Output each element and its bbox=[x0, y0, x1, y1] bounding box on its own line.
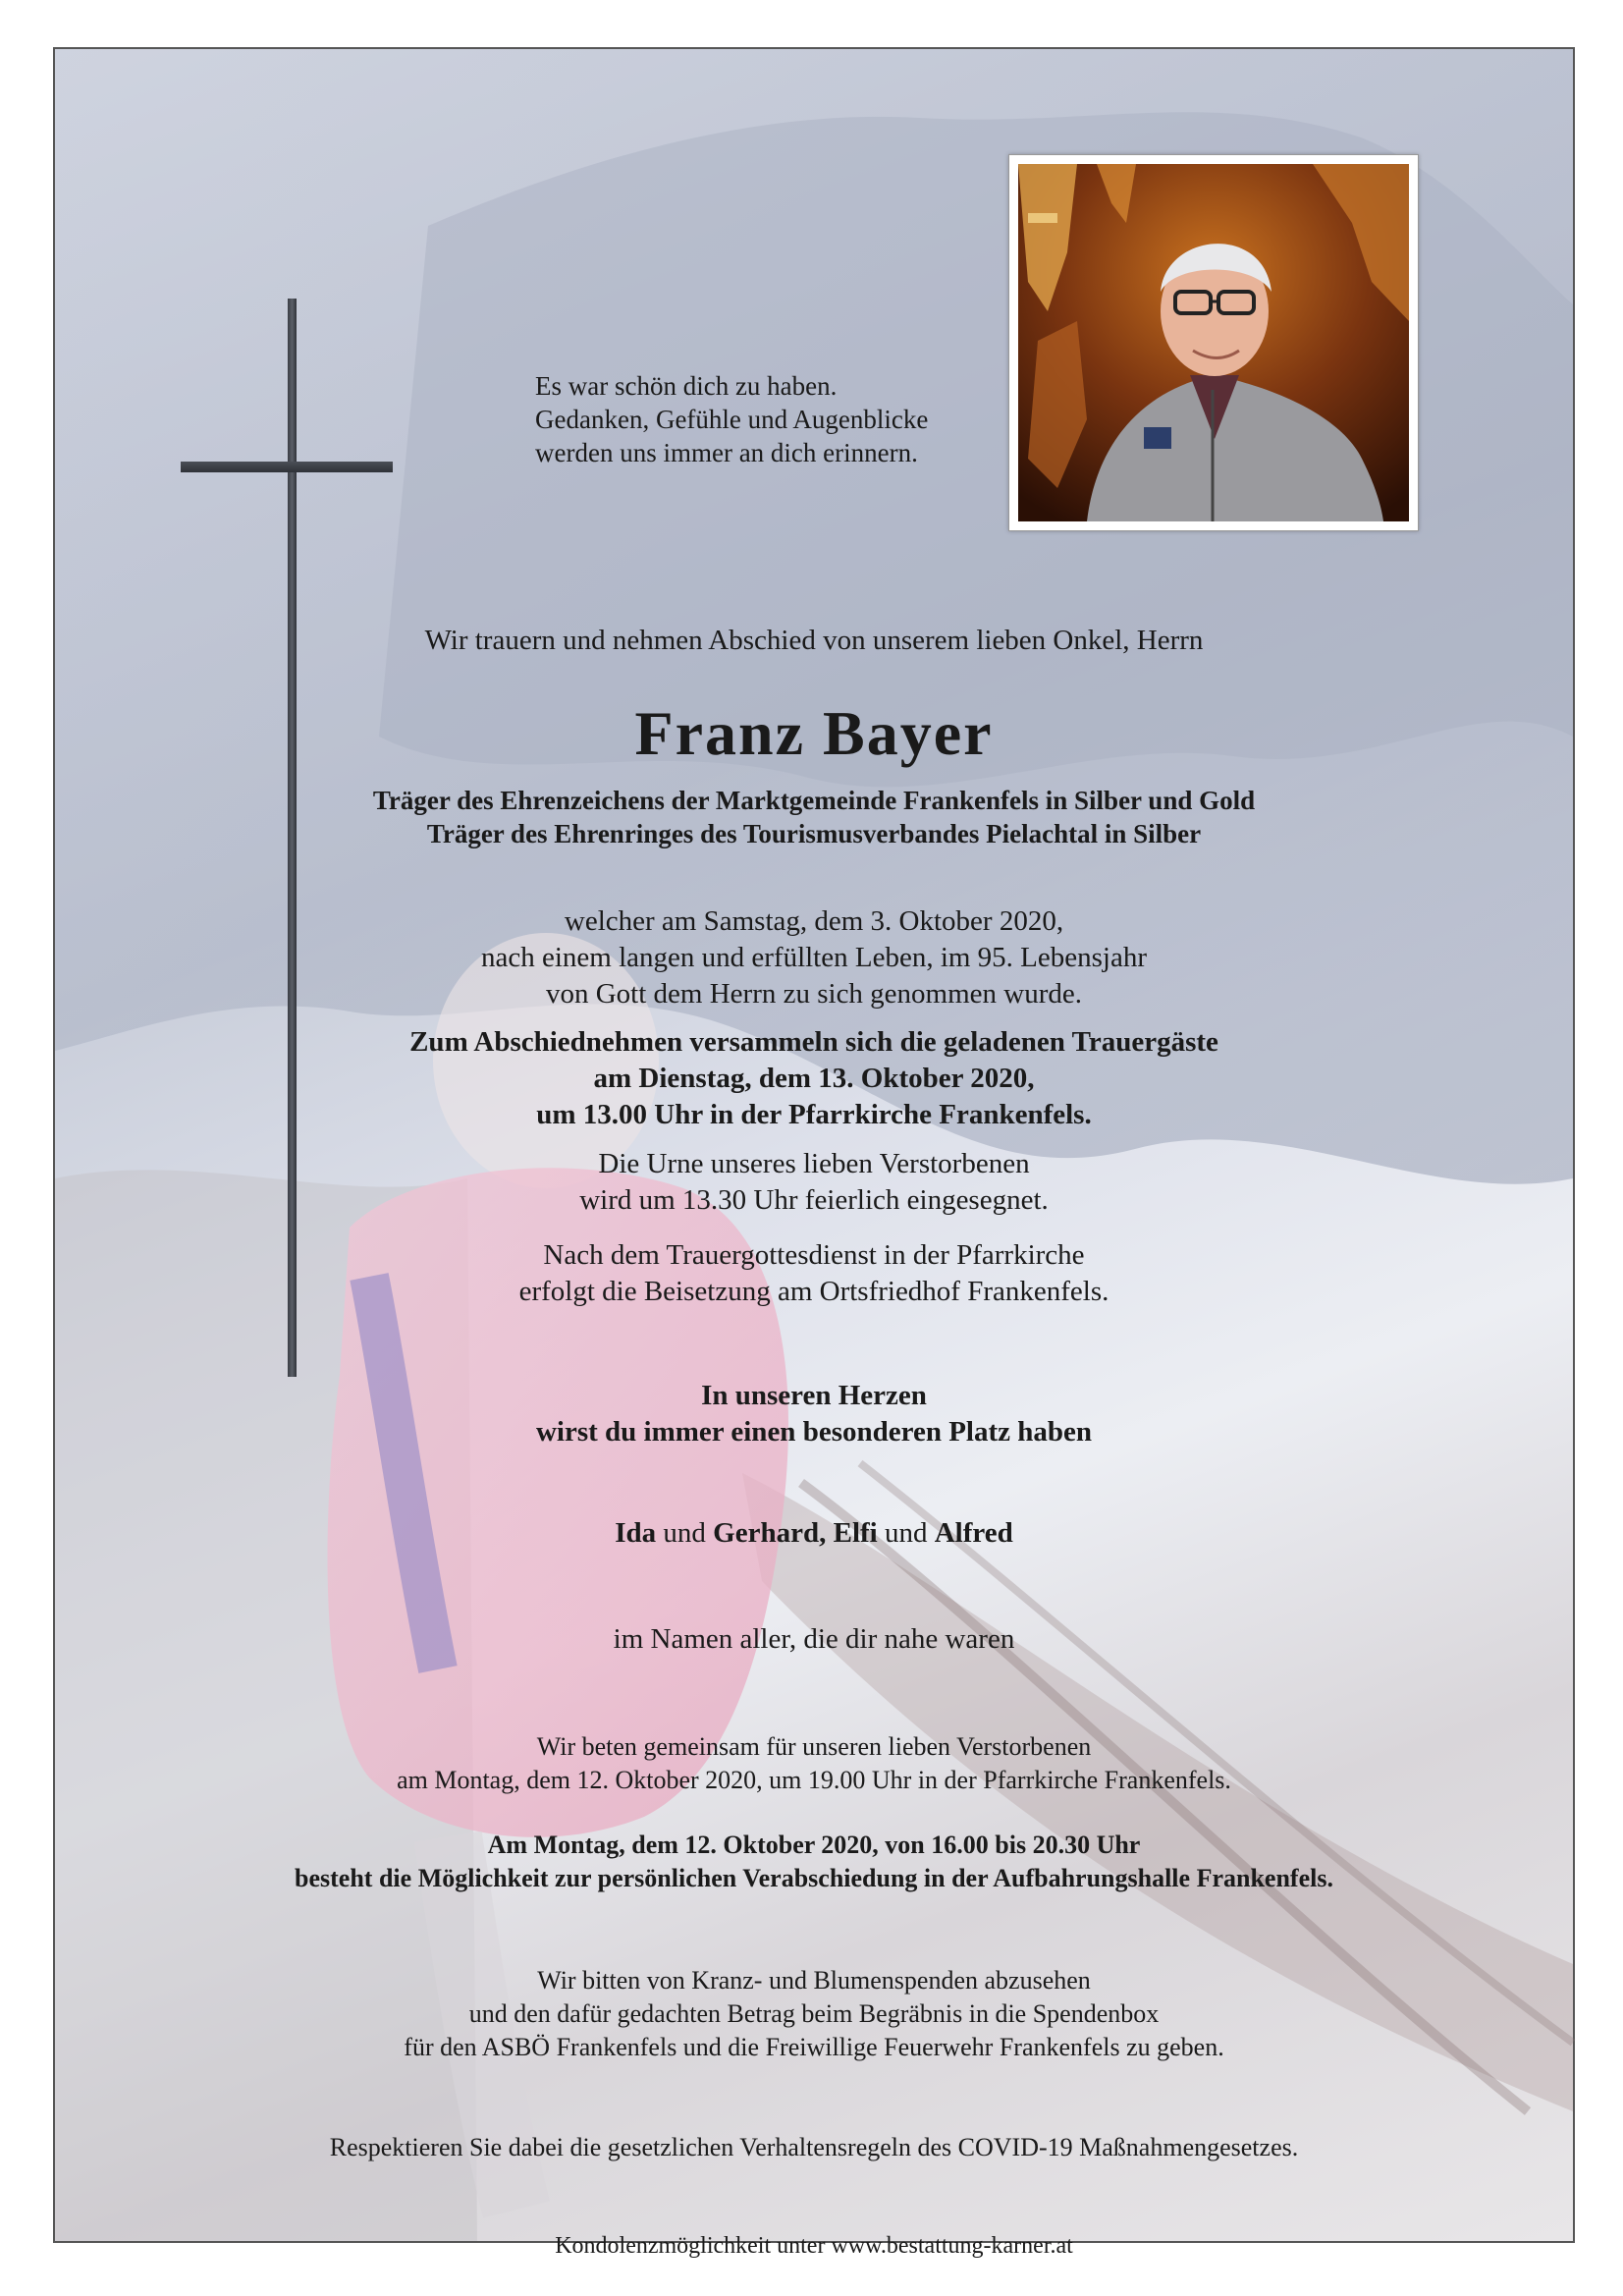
mourner-name: Gerhard, bbox=[713, 1517, 827, 1549]
portrait-photo bbox=[1018, 164, 1409, 521]
funeral-line: Zum Abschiednehmen versammeln sich die geladenen Trauergäste bbox=[409, 1026, 1218, 1058]
honor-line: Träger des Ehrenzeichens der Marktgemeinde Frankenfels in Silber und Gold bbox=[372, 786, 1256, 815]
heart-line: wirst du immer einen besonderen Platz haben bbox=[535, 1416, 1093, 1448]
burial-line: erfolgt die Beisetzung am Ortsfriedhof Frankenfels. bbox=[518, 1276, 1109, 1307]
prayer-line: Wir beten gemeinsam für unseren lieben Verstorbenen bbox=[536, 1732, 1092, 1761]
intro-text: Wir trauern und nehmen Abschied von unserem lieben Onkel, Herrn bbox=[424, 625, 1204, 656]
death-notice-line: von Gott dem Herrn zu sich genommen wurde. bbox=[545, 978, 1083, 1010]
mourner-name: Ida bbox=[615, 1517, 657, 1549]
honor-line: Träger des Ehrenringes des Tourismusverbandes Pielachtal in Silber bbox=[426, 819, 1202, 848]
deceased-name: Franz Bayer bbox=[634, 698, 994, 768]
viewing-line: Am Montag, dem 12. Oktober 2020, von 16.00 bis 20.30 Uhr bbox=[487, 1831, 1141, 1859]
donation-line: Wir bitten von Kranz- und Blumenspenden abzusehen bbox=[537, 1966, 1091, 1995]
behalf-line: im Namen aller, die dir nahe waren bbox=[613, 1623, 1015, 1655]
death-notice-line: welcher am Samstag, dem 3. Oktober 2020, bbox=[564, 905, 1064, 937]
prayer-line: am Montag, dem 12. Oktober 2020, um 19.00 Uhr in der Pfarrkirche Frankenfels. bbox=[397, 1766, 1231, 1794]
quote-line: Gedanken, Gefühle und Augenblicke bbox=[535, 405, 929, 434]
funeral-line: um 13.00 Uhr in der Pfarrkirche Frankenfels. bbox=[536, 1099, 1092, 1130]
mourners-line bbox=[55, 1515, 1573, 1552]
urn-line: wird um 13.30 Uhr feierlich eingesegnet. bbox=[579, 1184, 1049, 1216]
urn-line: Die Urne unseres lieben Verstorbenen bbox=[598, 1148, 1030, 1179]
obituary-card bbox=[53, 47, 1575, 2259]
quote-line: werden uns immer an dich erinnern. bbox=[535, 438, 918, 467]
cross-horizontal-beam bbox=[181, 462, 393, 472]
covid-notice: Respektieren Sie dabei die gesetzlichen Verhaltensregeln des COVID-19 Maßnahmengesetzes. bbox=[329, 2133, 1299, 2161]
donation-line: und den dafür gedachten Betrag beim Begräbnis in die Spendenbox bbox=[468, 1999, 1160, 2028]
mourner-name: Elfi bbox=[833, 1517, 878, 1549]
death-notice-line: nach einem langen und erfüllten Leben, im 95. Lebensjahr bbox=[480, 942, 1148, 973]
donation-line: für den ASBÖ Frankenfels und die Freiwillige Feuerwehr Frankenfels zu geben. bbox=[404, 2033, 1224, 2061]
burial-line: Nach dem Trauergottesdienst in der Pfarrkirche bbox=[543, 1239, 1085, 1271]
quote-line: Es war schön dich zu haben. bbox=[535, 371, 838, 401]
conjunction: und bbox=[663, 1517, 706, 1549]
viewing-line: besteht die Möglichkeit zur persönlichen Verabschiedung in der Aufbahrungshalle Frankenfels. bbox=[295, 1864, 1333, 1892]
mourner-name: Alfred bbox=[934, 1517, 1013, 1549]
quote bbox=[535, 369, 1006, 469]
portrait-frame bbox=[1008, 154, 1419, 531]
condolence-link[interactable]: Kondolenzmöglichkeit unter www.bestattung-karner.at bbox=[555, 2233, 1073, 2259]
conjunction: und bbox=[884, 1517, 928, 1549]
funeral-line: am Dienstag, dem 13. Oktober 2020, bbox=[593, 1063, 1035, 1094]
heart-line: In unseren Herzen bbox=[701, 1380, 927, 1411]
